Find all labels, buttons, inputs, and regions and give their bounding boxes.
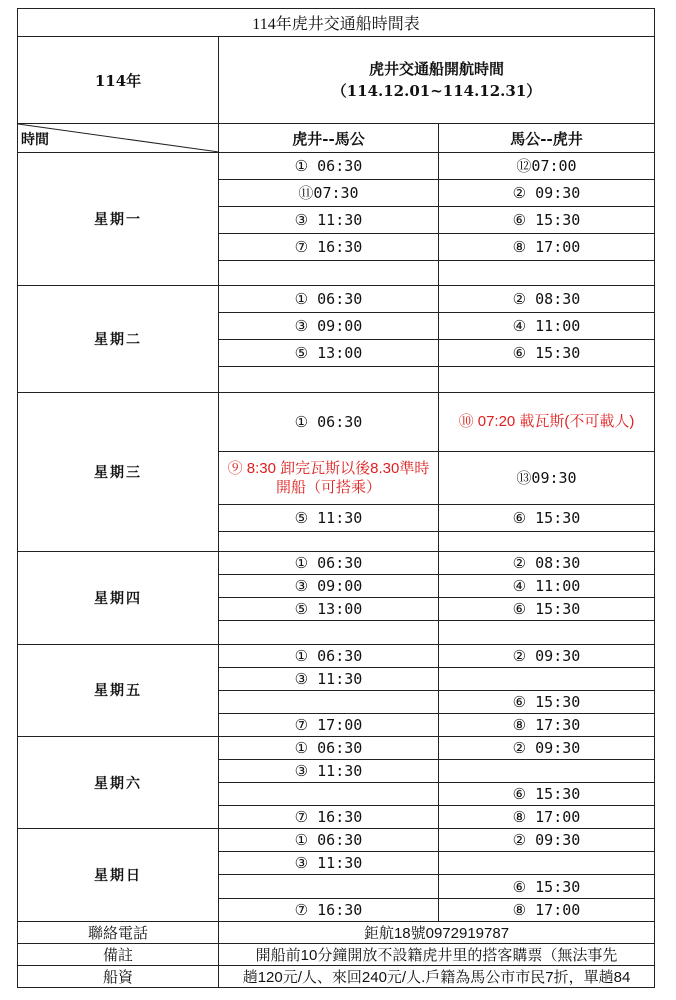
departure-huching-magong <box>219 261 439 286</box>
departure-magong-huching: ② 09:30 <box>439 736 655 759</box>
time-corner-label: 時間 <box>21 131 49 148</box>
departure-magong-huching: ④ 11:00 <box>439 313 655 340</box>
remarks-label: 備註 <box>18 943 219 965</box>
departure-magong-huching: ② 09:30 <box>439 644 655 667</box>
departure-huching-magong <box>219 532 439 552</box>
schedule-row <box>18 286 655 313</box>
departure-huching-magong <box>219 621 439 644</box>
schedule-row <box>18 392 655 451</box>
sailing-hours-header <box>219 37 655 124</box>
col-header-magong-huching: 馬公--虎井 <box>439 124 655 152</box>
schedule-row <box>18 736 655 759</box>
col-header-huching-magong: 虎井--馬公 <box>219 124 439 152</box>
departure-magong-huching: ⑧ 17:00 <box>439 233 655 260</box>
weekday-label: 星期二 <box>18 286 219 392</box>
special-sailing-note-huching: ⑨ 8:30 卸完瓦斯以後8.30準時開船（可搭乘） <box>219 451 439 504</box>
departure-huching-magong: ① 06:30 <box>219 829 439 852</box>
departure-magong-huching: ⑥ 15:30 <box>439 598 655 621</box>
departure-huching-magong: ⑤ 11:30 <box>219 504 439 531</box>
departure-huching-magong: ⑦ 16:30 <box>219 233 439 260</box>
departure-magong-huching: ⑥ 15:30 <box>439 690 655 713</box>
departure-huching-magong <box>219 690 439 713</box>
corner-header-cell <box>18 124 219 152</box>
contact-phone-label: 聯絡電話 <box>18 921 219 943</box>
departure-magong-huching <box>439 852 655 875</box>
schedule-row <box>18 829 655 852</box>
departure-huching-magong: ① 06:30 <box>219 736 439 759</box>
departure-magong-huching: ⑥ 15:30 <box>439 206 655 233</box>
departure-magong-huching <box>439 759 655 782</box>
departure-huching-magong: ① 06:30 <box>219 392 439 451</box>
year-label: 114年 <box>18 37 219 124</box>
departure-huching-magong <box>219 367 439 392</box>
weekday-label: 星期日 <box>18 829 219 921</box>
departure-magong-huching: ② 09:30 <box>439 829 655 852</box>
fare-label: 船資 <box>18 965 219 987</box>
fare-value: 趟120元/人、來回240元/人.戶籍為馬公市市民7折，單趟84 <box>219 965 655 987</box>
departure-magong-huching: ⑧ 17:30 <box>439 713 655 736</box>
weekday-label: 星期三 <box>18 392 219 552</box>
weekday-label: 星期一 <box>18 152 219 286</box>
weekday-label: 星期六 <box>18 736 219 828</box>
departure-huching-magong: ① 06:30 <box>219 286 439 313</box>
departure-huching-magong: ⑤ 13:00 <box>219 598 439 621</box>
departure-magong-huching: ② 08:30 <box>439 286 655 313</box>
departure-huching-magong: ① 06:30 <box>219 152 439 179</box>
departure-magong-huching: ⑧ 17:00 <box>439 806 655 829</box>
sailing-date-range: （114.12.01~114.12.31） <box>331 82 542 101</box>
departure-huching-magong: ⑪07:30 <box>219 179 439 206</box>
departure-huching-magong: ③ 09:00 <box>219 313 439 340</box>
departure-huching-magong: ③ 11:30 <box>219 206 439 233</box>
remarks-value: 開船前10分鐘開放不設籍虎井里的搭客購票（無法事先 <box>219 943 655 965</box>
departure-magong-huching <box>439 532 655 552</box>
departure-huching-magong: ③ 11:30 <box>219 759 439 782</box>
schedule-title: 114年虎井交通船時間表 <box>18 9 655 37</box>
departure-huching-magong: ③ 11:30 <box>219 667 439 690</box>
departure-huching-magong: ⑤ 13:00 <box>219 340 439 367</box>
departure-huching-magong: ⑦ 17:00 <box>219 713 439 736</box>
departure-magong-huching <box>439 621 655 644</box>
special-sailing-note-magong: ⑩ 07:20 載瓦斯(不可載人) <box>439 392 655 451</box>
weekday-label: 星期四 <box>18 552 219 644</box>
departure-magong-huching: ② 09:30 <box>439 179 655 206</box>
departure-magong-huching: ⑬09:30 <box>439 451 655 504</box>
departure-huching-magong: ③ 11:30 <box>219 852 439 875</box>
ferry-schedule-table <box>17 8 655 988</box>
footer-row <box>18 943 655 965</box>
weekday-label: 星期五 <box>18 644 219 736</box>
footer-row <box>18 921 655 943</box>
departure-magong-huching: ⑧ 17:00 <box>439 898 655 921</box>
departure-magong-huching <box>439 261 655 286</box>
departure-huching-magong: ① 06:30 <box>219 644 439 667</box>
schedule-row <box>18 152 655 179</box>
contact-phone-value: 鉅航18號0972919787 <box>219 921 655 943</box>
departure-magong-huching: ⑥ 15:30 <box>439 504 655 531</box>
departure-huching-magong <box>219 783 439 806</box>
departure-huching-magong: ⑦ 16:30 <box>219 806 439 829</box>
sailing-hours-heading: 虎井交通船開航時間 <box>368 60 504 79</box>
departure-magong-huching: ⑥ 15:30 <box>439 340 655 367</box>
departure-magong-huching: ⑥ 15:30 <box>439 783 655 806</box>
departure-huching-magong: ⑦ 16:30 <box>219 898 439 921</box>
footer-row <box>18 965 655 987</box>
departure-huching-magong: ③ 09:00 <box>219 575 439 598</box>
departure-magong-huching: ⑫07:00 <box>439 152 655 179</box>
schedule-row <box>18 644 655 667</box>
departure-huching-magong: ① 06:30 <box>219 552 439 575</box>
departure-magong-huching: ④ 11:00 <box>439 575 655 598</box>
schedule-row <box>18 552 655 575</box>
departure-huching-magong <box>219 875 439 898</box>
departure-magong-huching <box>439 367 655 392</box>
departure-magong-huching: ⑥ 15:30 <box>439 875 655 898</box>
departure-magong-huching: ② 08:30 <box>439 552 655 575</box>
departure-magong-huching <box>439 667 655 690</box>
